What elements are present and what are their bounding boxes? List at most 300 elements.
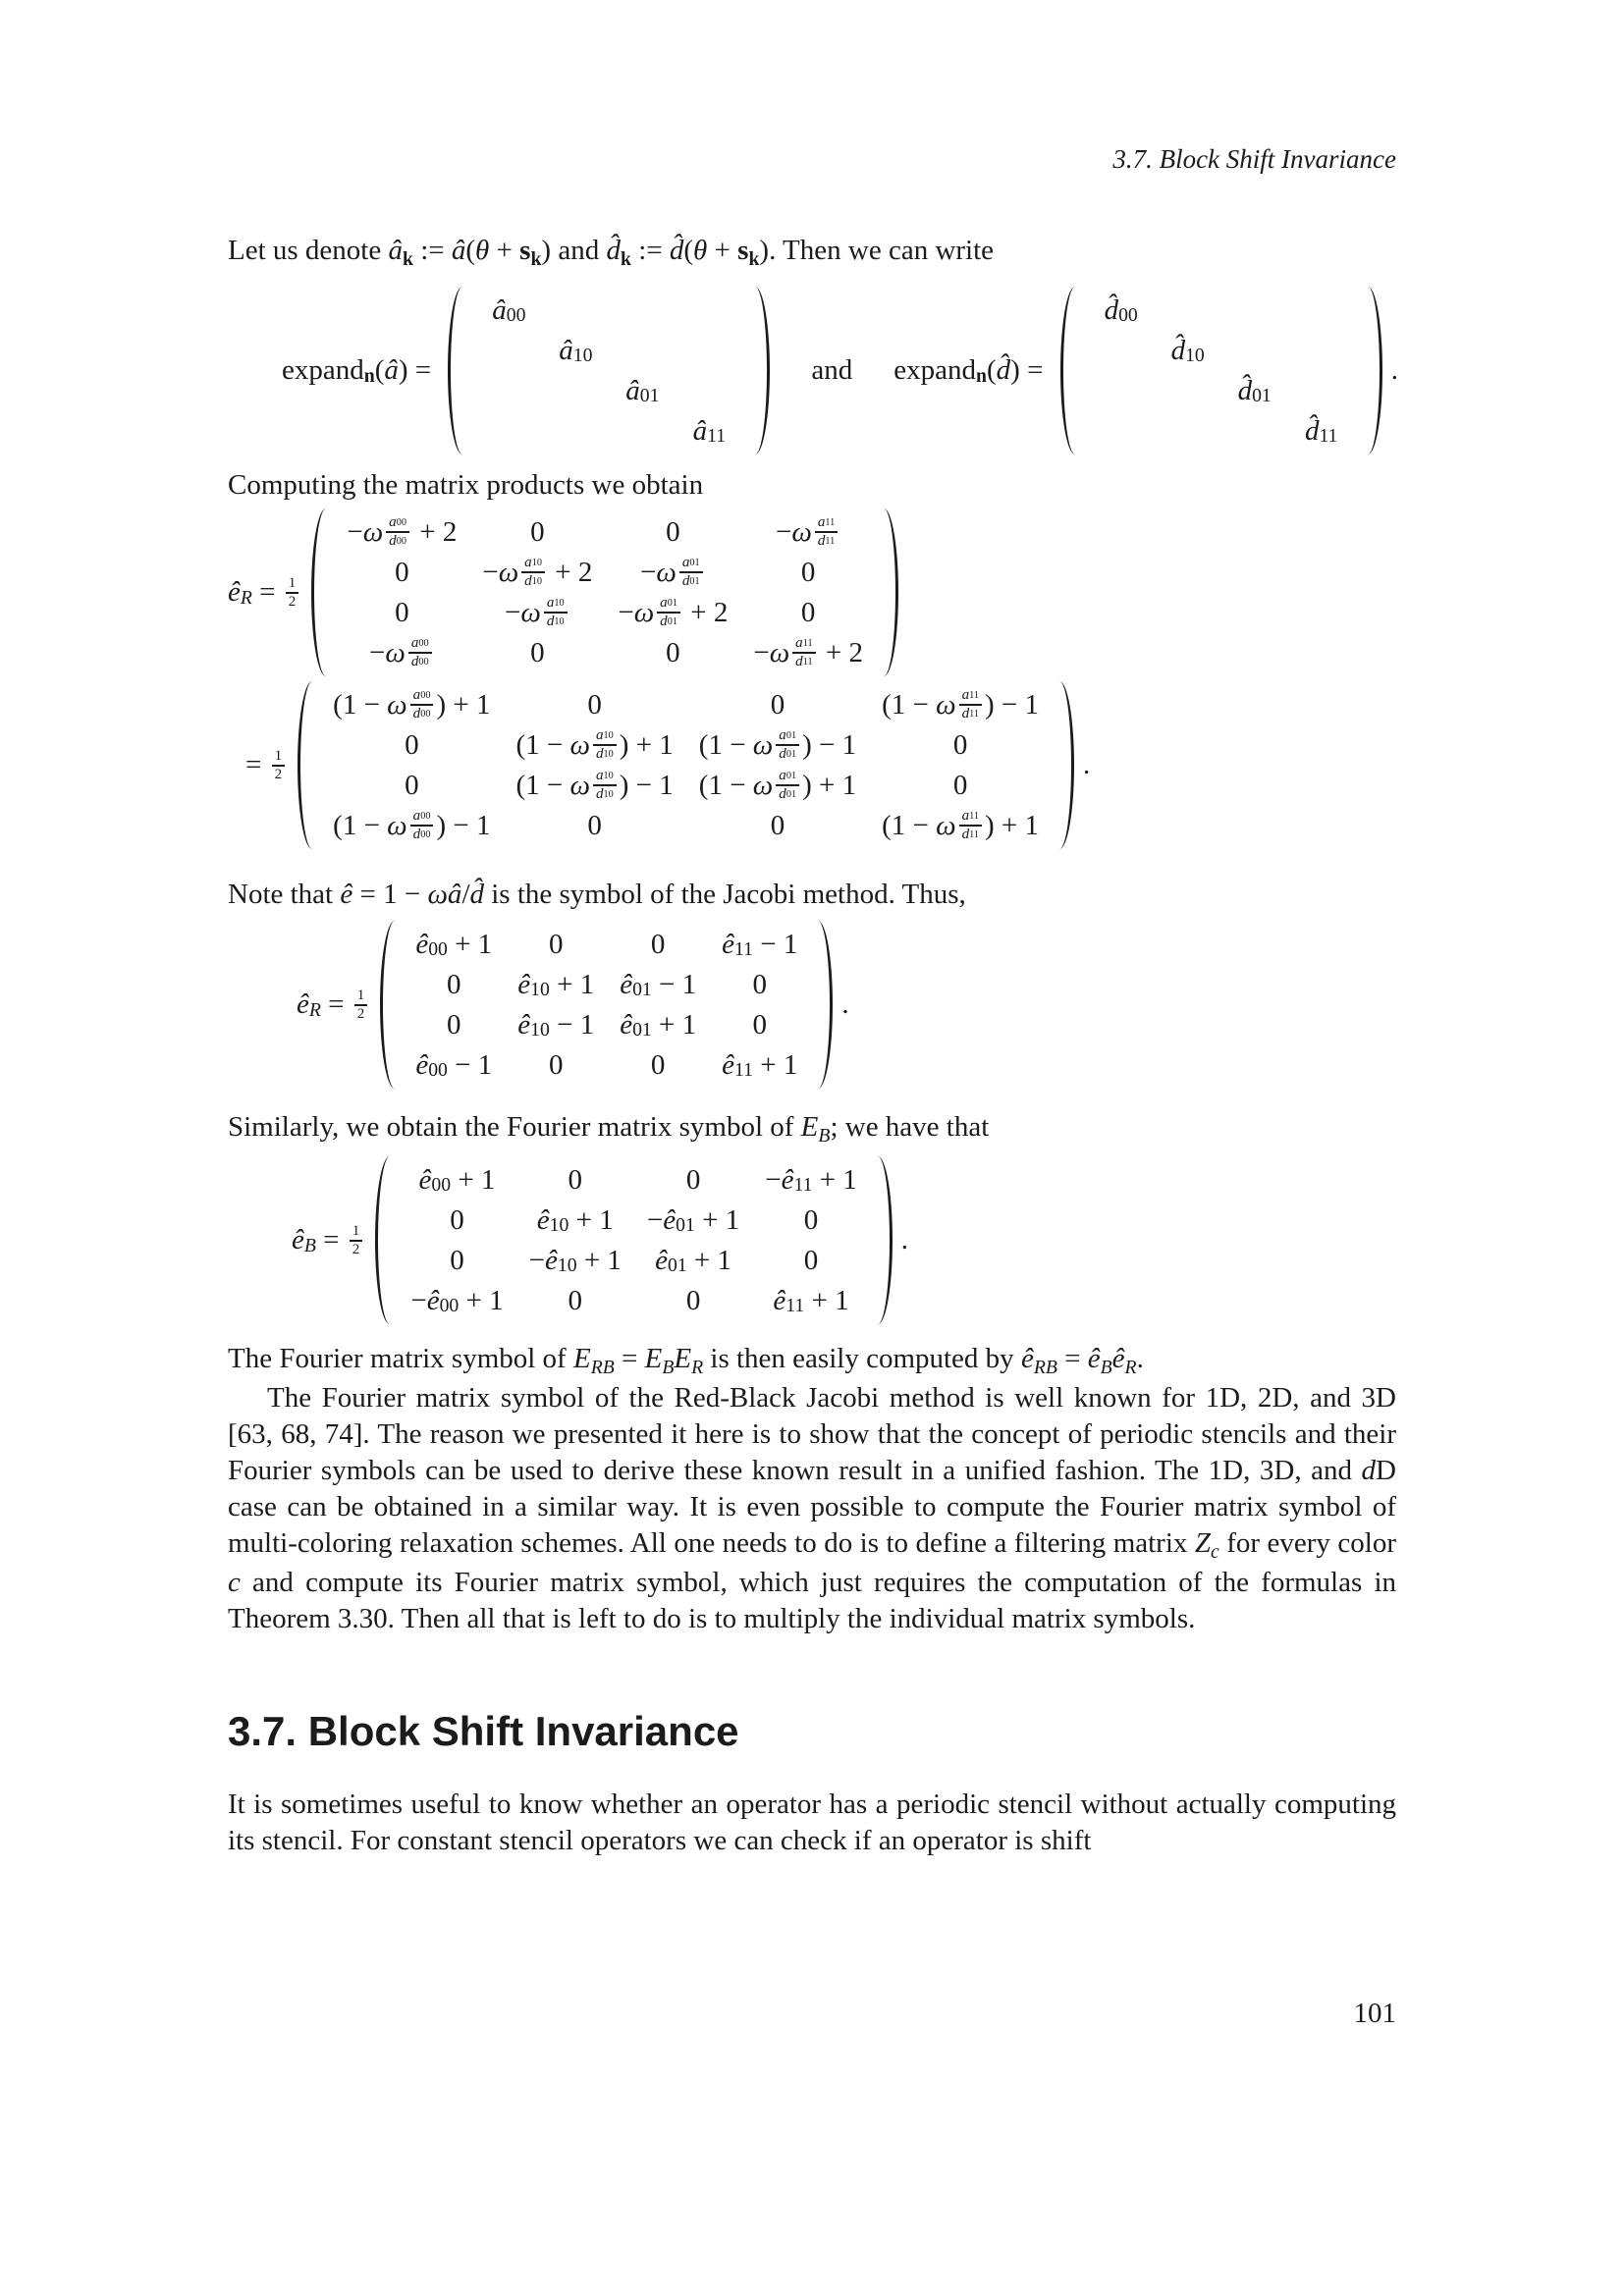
left-paren-icon [380,921,398,1089]
math-subscript: 00 [428,938,448,961]
math-text: 0 [587,809,602,841]
math-text: = [320,988,352,1020]
math-text: ( [465,235,476,266]
math-subscript: R [308,998,321,1021]
math-text: d [817,533,826,549]
math-text: ( [374,354,385,386]
math-text: 0 [450,1244,464,1276]
math-text: ê [536,1203,550,1236]
equation-lhs-er [297,988,370,1023]
fraction [408,635,432,670]
math-subscript: 10 [531,558,542,569]
math-text: 1 [352,1222,360,1239]
math-text: ê [663,1203,677,1236]
math-text: and compute its Fourier matrix symbol, which just requires the computation of the formulas in Theorem 3.30. Then all that is left to do is to multiply the individual matrix symbols. [228,1567,1396,1634]
math-text: ê [1087,1343,1101,1374]
math-text: 2 [352,1241,360,1257]
math-text: expand [893,354,977,386]
matrix-grid [404,921,809,1089]
equation-lhs-expand-d [893,354,1050,387]
math-text: − 1 [753,928,798,960]
math-text: ω [752,769,774,801]
math-text: ê [415,928,429,960]
math-text: d [660,614,668,629]
matrix-cell [620,1047,696,1083]
math-text: − [776,515,792,548]
equation-lhs-equals [245,748,288,783]
equation-period: . [841,988,849,1020]
fraction-numerator [792,635,815,652]
math-subscript: 10 [603,749,614,761]
matrix-cell [617,333,668,368]
math-subscript: 11 [734,1059,753,1082]
matrix-cell [517,927,594,962]
matrix-cell [683,333,734,368]
math-text: d [961,827,970,842]
matrix-cell [410,1243,503,1278]
fraction-numerator [410,808,434,825]
math-text: ê [418,1163,432,1196]
matrix-cell [722,1047,797,1083]
math-text: ω [936,688,956,721]
fraction-numerator [815,514,838,531]
equation-jacobi-split [228,681,1414,849]
math-text: ê [426,1284,440,1316]
matrix-cell [529,1202,622,1238]
left-paren-icon [311,508,329,676]
right-paren-icon [815,921,833,1089]
math-text: 0 [405,769,419,801]
math-text: ω [791,515,812,548]
math-text: − [618,596,634,628]
math-text: d̂ [996,354,1011,386]
matrix-cell [347,635,457,670]
math-text: ê [781,1163,794,1196]
math-subscript: 00 [1118,304,1138,327]
math-text: 0 [752,1008,767,1041]
matrix-eb-symbol [375,1156,892,1324]
fraction [354,988,368,1023]
math-subscript: B [303,1234,316,1256]
paragraph-similarly [228,1109,1396,1148]
math-text: 0 [800,556,816,588]
math-text: â [559,334,573,366]
matrix-cell [529,1162,622,1198]
math-text: ê [722,1048,735,1081]
math-subscript: 10 [549,1214,569,1237]
math-text: 0 [530,636,545,668]
matrix-cell [410,1283,503,1318]
math-subscript: 00 [428,1059,448,1082]
math-subscript: 11 [825,536,836,548]
matrix-cell [415,967,492,1002]
fraction-numerator [959,687,982,704]
math-subscript: RB [590,1356,615,1378]
math-text: â [451,235,466,266]
math-text: 0 [395,556,409,588]
math-text: + 1 [694,1203,740,1236]
matrix-cell [722,927,797,962]
math-text: d [410,654,419,669]
math-subscript: 10 [603,730,614,742]
math-text: d [779,786,786,802]
math-text: 0 [770,809,785,841]
math-text: The Fourier matrix symbol of the Red-Black Jacobi method is well known for 1D, 2D, and 3D [63, 68, 74]. The reason we presented it here is to show that the concept of periodic stencils and their Fourier symbols can be used to derive these known result in a unified fashion. The 1D, 3D, and [228,1382,1396,1486]
matrix-cell [1296,373,1347,408]
fraction-denominator [350,1240,363,1258]
math-text: 0 [770,688,785,721]
math-text: ) = [1010,354,1051,386]
matrix-cell [647,1283,739,1318]
matrix-cell [1096,373,1147,408]
math-text: . Then we can write [769,235,995,266]
math-text: − [505,596,521,628]
math-subscript: 10 [557,1255,577,1277]
math-text: 0 [548,928,564,960]
math-subscript: R [1124,1356,1137,1378]
matrix-cell [483,413,534,449]
math-subscript: 01 [1252,385,1272,407]
fraction-numerator [350,1223,363,1240]
math-subscript: 10 [530,1019,550,1041]
math-text: a [817,514,826,531]
math-text: ω [385,636,406,668]
math-text: Z [1194,1527,1212,1559]
math-subscript: R [240,586,252,609]
math-text: 0 [952,769,968,801]
math-text: + 1 [804,1284,849,1316]
matrix-cell [620,1007,696,1042]
section-heading: 3.7. Block Shift Invariance [228,1708,739,1754]
math-text: a [412,808,421,825]
matrix-grid [335,508,875,676]
matrix-cell [483,293,534,328]
matrix-cell [515,727,673,763]
matrix-cell [515,687,673,722]
math-text: ω [769,636,790,668]
math-text: d [1361,1455,1377,1486]
fraction [959,808,982,843]
fraction-numerator [959,808,982,825]
math-text: and [551,235,607,266]
matrix-expand-d [1060,287,1382,454]
math-text: − 1 [549,1008,595,1041]
math-text: := [630,235,670,266]
math-text: θ [475,235,490,266]
fraction [350,1223,363,1258]
paragraph-closing: It is sometimes useful to know whether an operator has a periodic stencil without actually computing its stencil. For constant stencil operators we can check if an operator is shift [228,1789,1396,1856]
math-text: â [384,354,399,386]
matrix-cell [765,1202,857,1238]
math-subscript: 00 [431,1174,452,1197]
paragraph-known [228,1380,1396,1637]
matrix-grid [471,287,746,454]
matrix-cell [415,927,492,962]
fraction [544,595,568,630]
math-text: ê [517,1008,531,1041]
matrix-cell [683,413,734,449]
math-text: + 1 [686,1244,732,1276]
math-text: d̂ [606,235,621,266]
fraction-numerator [272,748,286,765]
math-text: 0 [685,1163,701,1196]
math-subscript: 11 [825,517,836,529]
math-text: + [707,235,738,266]
matrix-cell [482,555,592,590]
math-text: a [681,555,690,571]
math-text: ê [228,576,241,608]
matrix-cell [1229,413,1280,449]
matrix-cell [1296,413,1347,449]
math-text: d [961,706,970,721]
math-subscript: 00 [418,657,429,668]
math-text: ê [773,1284,786,1316]
math-text: ) + 1 [985,809,1040,841]
math-text: ) − 1 [619,769,674,801]
math-text: d [412,706,421,721]
matrix-er-symbol [380,921,833,1089]
matrix-cell [333,727,490,763]
fraction-numerator [776,727,799,744]
matrix-jacobi-split [298,681,1074,849]
fraction [272,748,286,783]
math-text: = [245,749,269,780]
math-text: D case can be obtained in a similar way. It is even possible to compute the Fourier matrix symbol of multi-coloring relaxation schemes. All one needs to do is to define a filtering matrix [228,1455,1396,1559]
fraction [776,727,799,763]
math-subscript: 11 [802,657,813,668]
math-text: ê [655,1244,668,1276]
matrix-cell [617,413,668,449]
matrix-grid [321,681,1051,849]
matrix-cell [618,635,728,670]
matrix-cell [882,727,1039,763]
matrix-cell [753,514,863,550]
math-text: d [779,746,786,762]
math-text: d [546,614,555,629]
math-subscript: 10 [530,979,550,1001]
math-text: + 2 [411,515,458,548]
math-subscript: 10 [1185,345,1205,367]
math-text: + 1 [812,1163,857,1196]
math-subscript: 01 [785,771,797,782]
math-text: ê [340,879,353,910]
math-text: E [800,1111,819,1143]
math-subscript: 01 [632,979,652,1001]
fraction [410,687,434,722]
math-subscript: B [818,1124,831,1147]
math-text: 0 [685,1284,701,1316]
math-text: − [753,636,770,668]
math-text: for every color [1218,1527,1396,1559]
math-subscript: 00 [420,690,431,702]
matrix-cell [333,768,490,803]
math-subscript: 00 [420,709,431,721]
math-subscript: 11 [969,709,980,721]
fraction-denominator [286,592,299,611]
math-text: E [674,1343,692,1374]
paragraph-erb [228,1341,1396,1380]
math-text: . [1136,1343,1144,1374]
math-text: a [412,687,421,704]
matrix-cell [333,687,490,722]
math-text: + 1 [753,1048,798,1081]
matrix-cell [410,1162,503,1198]
matrix-cell [1229,293,1280,328]
math-text: 2 [274,766,283,782]
math-text: + 1 [447,928,493,960]
math-text: ω [387,809,407,841]
math-text: + 1 [451,1163,496,1196]
math-text: (1 − [698,769,753,801]
fraction-numerator [386,514,409,531]
math-text: ω [362,515,384,548]
math-text: = [251,576,283,608]
matrix-cell [1096,413,1147,449]
math-text: a [389,514,397,531]
math-subscript: 01 [667,598,677,610]
math-text: a [524,555,532,571]
math-text: d̂ [1104,294,1119,326]
math-text: ( [987,354,997,386]
matrix-cell [347,514,457,550]
math-text: (1 − [333,688,388,721]
matrix-cell [882,808,1039,843]
math-subscript: 10 [554,616,565,628]
equation-eb-symbol [228,1156,1460,1324]
equation-jacobi-full [228,508,1396,676]
math-text: ω [569,728,590,761]
math-text: ê [1111,1343,1125,1374]
math-text: := [412,235,452,266]
math-text: − [410,1284,427,1316]
fraction-numerator [286,575,299,592]
matrix-cell [1296,333,1347,368]
math-text: ; we have that [830,1111,990,1143]
math-text: d [595,746,604,762]
math-subscript: R [691,1356,704,1378]
fraction [959,687,982,722]
math-text: ê [415,1048,429,1081]
math-text: Similarly, we obtain the Fourier matrix symbol of [228,1111,801,1143]
math-text: 0 [803,1203,819,1236]
math-text: ) + 1 [802,769,857,801]
matrix-cell [482,595,592,630]
math-subscript: 00 [396,517,406,529]
math-text: 0 [395,596,409,628]
math-subscript: 10 [603,771,614,782]
math-text: ) = [398,354,439,386]
math-text: − [347,515,363,548]
math-text: 0 [568,1284,583,1316]
matrix-cell [415,1007,492,1042]
math-text: d [389,533,397,549]
matrix-cell [882,687,1039,722]
math-subscript: 10 [572,345,593,367]
math-text: + 2 [547,556,593,588]
math-text: 0 [666,515,680,548]
math-text: − [640,556,657,588]
math-text: + 2 [818,636,863,668]
math-text: ) [759,235,770,266]
math-text: E [644,1343,663,1374]
matrix-cell [882,768,1039,803]
fraction [410,808,434,843]
matrix-cell [1163,373,1214,408]
math-text: s [519,235,531,266]
math-subscript: 11 [969,811,980,823]
math-subscript: 01 [689,576,700,588]
math-text: = 1 − [352,879,428,910]
equation-period: . [1390,354,1398,386]
math-subscript: 00 [396,536,406,548]
math-text: a [595,768,604,784]
math-text: = [614,1343,645,1374]
math-text: 0 [650,928,666,960]
equation-period: . [1083,749,1091,780]
math-text: (1 − [882,809,937,841]
math-text: + 1 [549,968,595,1000]
math-text: d̂ [469,879,484,910]
matrix-cell [1296,293,1347,328]
math-text: a [660,595,668,612]
math-text: 0 [405,728,419,761]
math-text: − [528,1244,545,1276]
matrix-cell [347,555,457,590]
math-text: (1 − [515,728,570,761]
math-text: d̂ [669,235,684,266]
matrix-cell [1163,333,1214,368]
math-text: ) + 1 [436,688,491,721]
matrix-cell [1163,293,1214,328]
fraction [679,555,703,590]
left-paren-icon [298,681,315,849]
math-text: + 1 [459,1284,504,1316]
math-subscript: B [662,1356,675,1378]
matrix-cell [550,333,601,368]
matrix-cell [1096,333,1147,368]
math-text: ) − 1 [436,809,491,841]
math-text: The Fourier matrix symbol of [228,1343,573,1374]
math-text: 0 [666,636,680,668]
matrix-cell [765,1243,857,1278]
math-text: ω [656,556,677,588]
math-text: / [461,879,470,910]
left-paren-icon [1060,287,1078,454]
math-text: ω [752,728,774,761]
math-text: 1 [288,574,297,591]
math-subscript: 01 [785,730,797,742]
math-text: ω [633,596,655,628]
fraction [593,727,617,763]
right-paren-icon [1365,287,1382,454]
fraction [593,768,617,803]
math-text: − [482,556,499,588]
math-text: 0 [530,515,545,548]
fraction-denominator [272,765,286,783]
math-text: + 1 [576,1244,622,1276]
matrix-cell [1096,293,1147,328]
fraction-numerator [354,988,368,1004]
matrix-cell [753,635,863,670]
matrix-cell [753,595,863,630]
math-subscript: RB [1033,1356,1057,1378]
math-text: + 2 [682,596,729,628]
matrix-cell [517,1047,594,1083]
math-text: 0 [650,1048,666,1081]
math-subscript: 01 [785,749,797,761]
math-text: is the symbol of the Jacobi method. Thus, [484,879,966,910]
math-subscript: 10 [603,789,614,801]
